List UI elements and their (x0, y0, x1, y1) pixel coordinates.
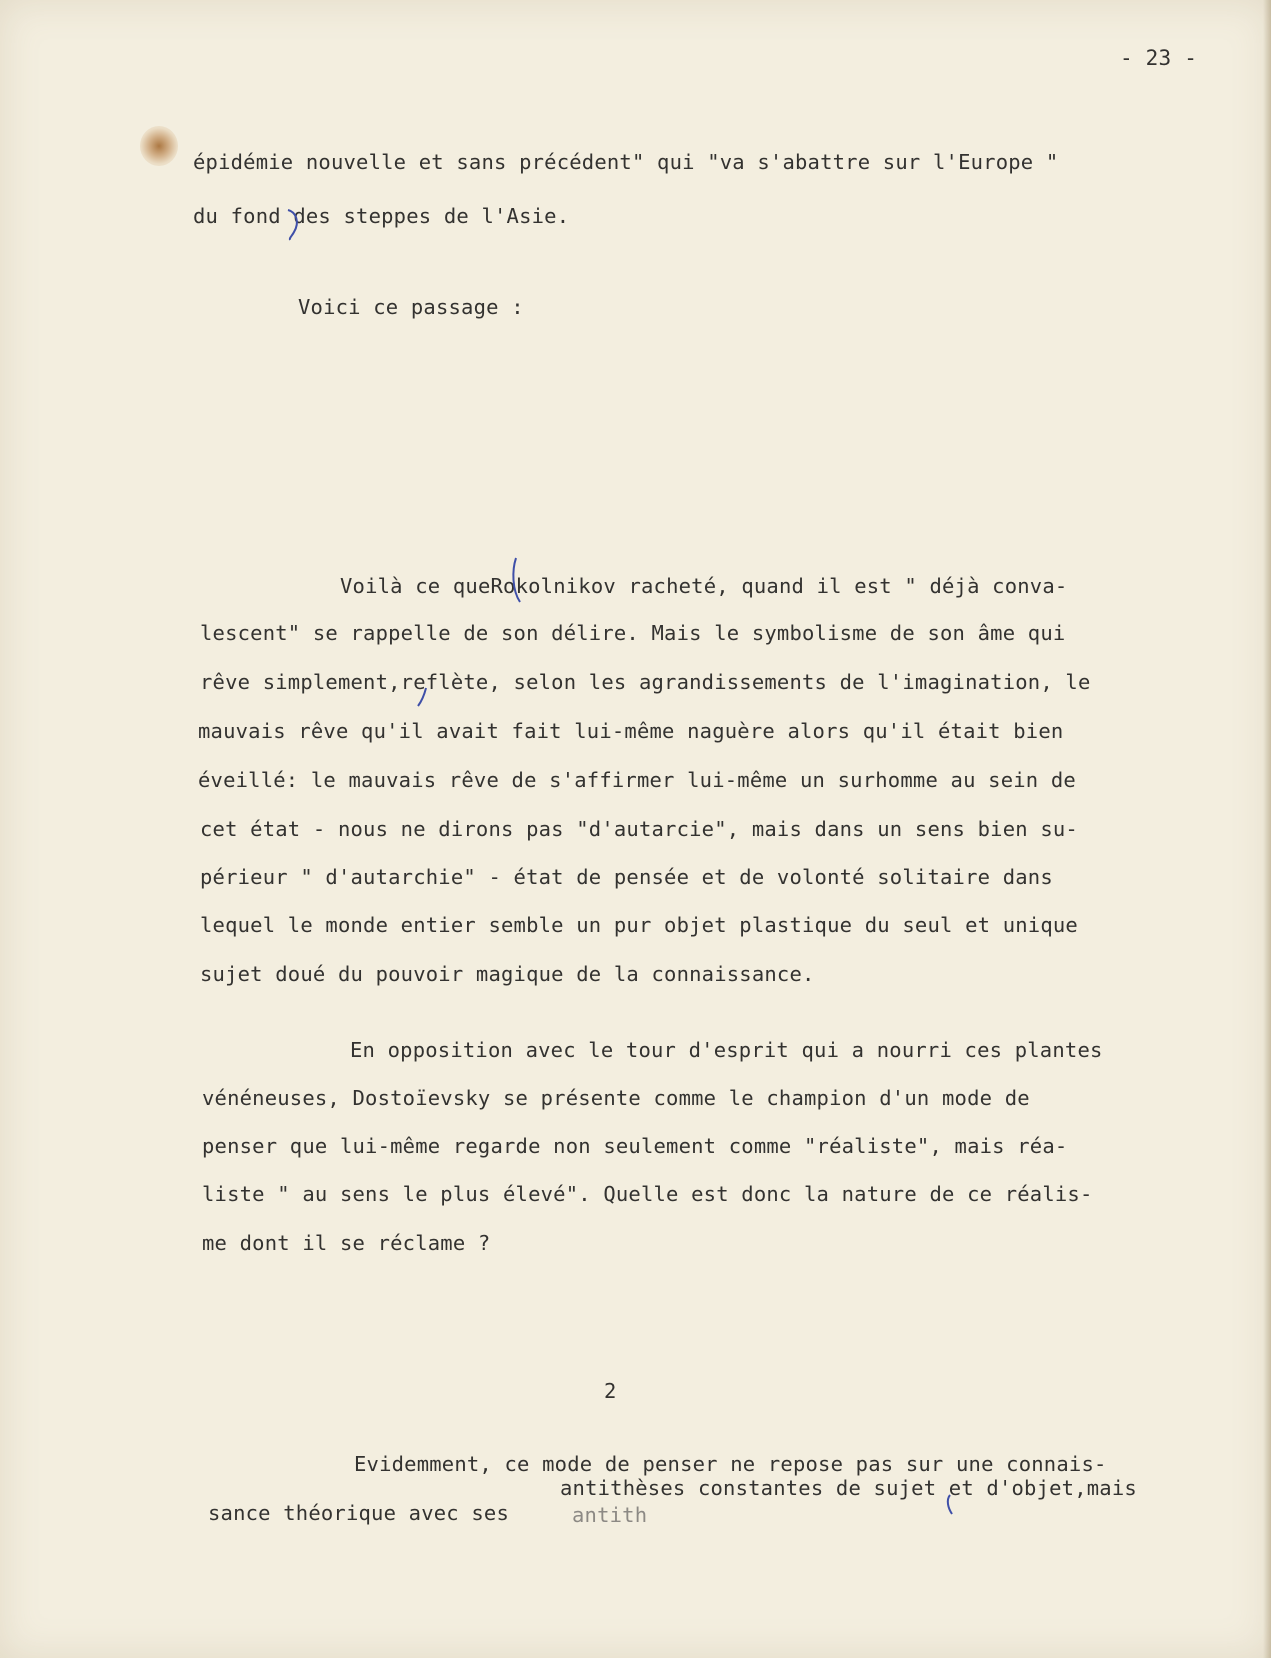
ink-mark-fond (288, 210, 297, 240)
voici-line: Voici ce passage : (298, 295, 524, 319)
paragraph-1-line: rêve simplement,reflète, selon les agrandissements de l'imagination, le (200, 670, 1091, 694)
page-number: - 23 - (1120, 46, 1198, 70)
ink-mark-comma (418, 688, 426, 706)
paragraph-2-line: me dont il se réclame ? (202, 1231, 491, 1255)
paragraph-2-line: penser que lui-même regarde non seulement comme "réaliste", mais réa- (202, 1134, 1068, 1158)
paragraph-1-line: mauvais rêve qu'il avait fait lui-même naguère alors qu'il était bien (198, 719, 1064, 743)
paragraph-2-line: liste " au sens le plus élevé". Quelle est donc la nature de ce réalis- (202, 1182, 1093, 1206)
struck-word: antith (572, 1503, 648, 1527)
paragraph-1-line: lescent" se rappelle de son délire. Mais le symbolisme de son âme qui (200, 621, 1066, 645)
paragraph-1-line: Voilà ce queRokolnikov racheté, quand il est " déjà conva- (340, 574, 1068, 598)
paragraph-1-line: lequel le monde entier semble un pur objet plastique du seul et unique (200, 913, 1078, 937)
paragraph-1-line: éveillé: le mauvais rêve de s'affirmer lui-même un surhomme au sein de (198, 768, 1076, 792)
paragraph-2-line: vénéneuses, Dostoïevsky se présente comme le champion d'un mode de (202, 1086, 1030, 1110)
paragraph-1-line: sujet doué du pouvoir magique de la connaissance. (200, 962, 815, 986)
ink-mark-s (948, 1495, 952, 1514)
intro-line: du fond des steppes de l'Asie. (193, 204, 570, 228)
paragraph-3-line: Evidemment, ce mode de penser ne repose pas sur une connais- (354, 1452, 1107, 1476)
paragraph-2-line: En opposition avec le tour d'esprit qui a nourri ces plantes (350, 1038, 1103, 1062)
paragraph-1-line: cet état - nous ne dirons pas "d'autarcie", mais dans un sens bien su- (200, 817, 1078, 841)
paragraph-3-insert-line: antithèses constantes de sujet et d'objet,mais (560, 1476, 1137, 1500)
intro-line: épidémie nouvelle et sans précédent" qui "va s'abattre sur l'Europe " (193, 150, 1059, 174)
paragraph-1-line: périeur " d'autarchie" - état de pensée et de volonté solitaire dans (200, 865, 1053, 889)
ink-mark-que (513, 558, 520, 602)
section-number: 2 (604, 1379, 617, 1403)
paragraph-3-line: sance théorique avec ses (208, 1501, 510, 1525)
